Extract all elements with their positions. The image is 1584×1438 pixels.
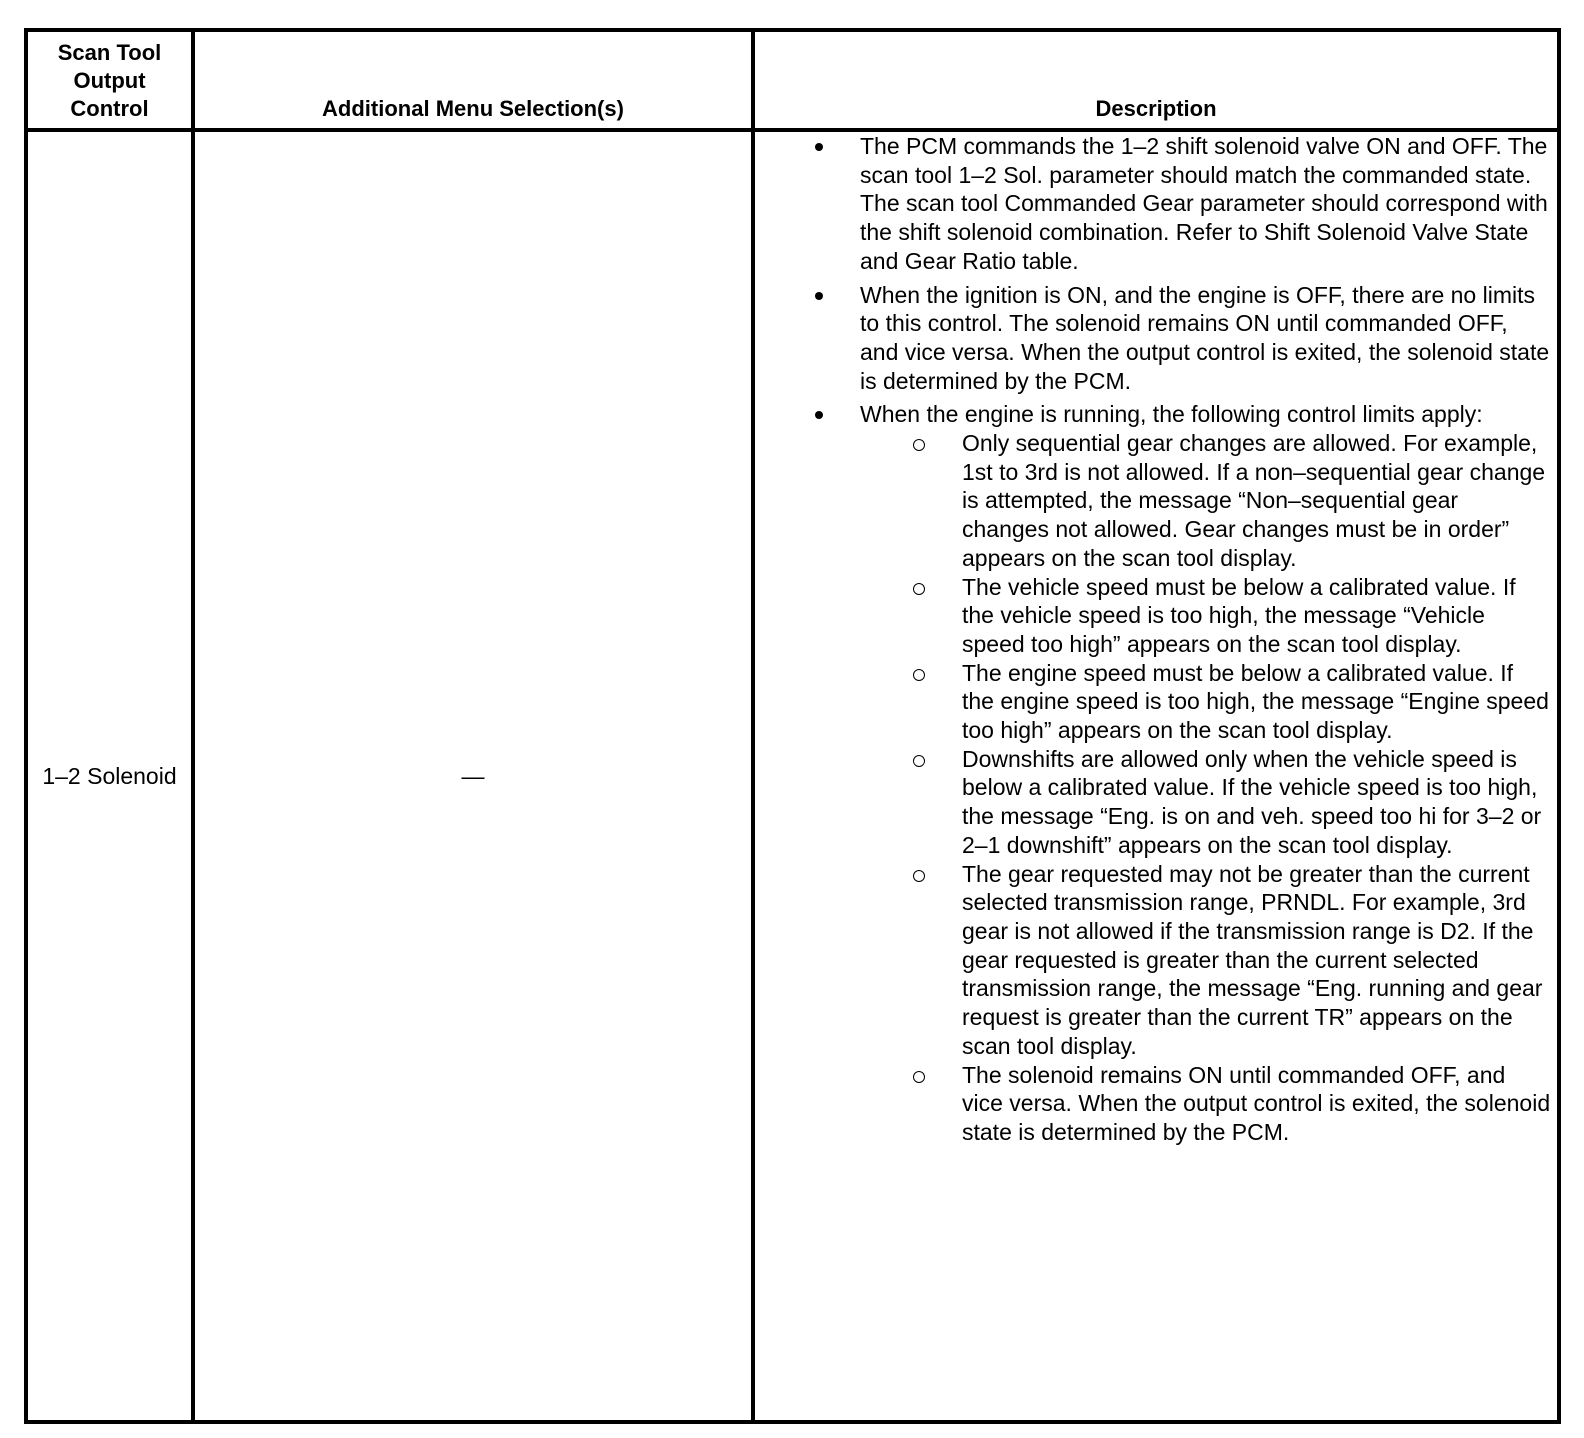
table-row (26, 130, 1559, 1422)
control-name: 1–2 Solenoid (42, 762, 177, 789)
hollow-circle-bullet-icon (913, 1071, 925, 1083)
bullet-dot-icon (815, 292, 823, 300)
menu-selection-value: — (461, 762, 485, 789)
control-name-cell (26, 130, 193, 1422)
sub-list-item (860, 745, 1551, 860)
header-description: Description (753, 30, 1559, 130)
sub-list-item (860, 860, 1551, 1061)
hollow-circle-bullet-icon (913, 870, 925, 882)
bullet-text: The PCM commands the 1–2 shift solenoid valve ON and OFF. The scan tool 1–2 Sol. parameter should match the commanded state. The scan tool Commanded Gear parameter should correspond with the shift solenoid combination. Refer to Shift Solenoid Valve State and Gear Ratio table. (860, 133, 1548, 274)
bullet-dot-icon (815, 411, 823, 419)
header-additional-menu-selections: Additional Menu Selection(s) (193, 30, 753, 130)
sub-bullet-text: Downshifts are allowed only when the vehicle speed is below a calibrated value. If the vehicle speed is too high, the message “Eng. is on and veh. speed too hi for 3–2 or 2–1 downshift” appears on the scan tool display. (962, 745, 1542, 858)
bullet-text: When the engine is running, the following control limits apply: (860, 401, 1483, 428)
sub-bullet-text: The gear requested may not be greater than the current selected transmission range, PRNDL. For example, 3rd gear is not allowed if the transmission range is D2. If the gear requested is greater than the current selected transmission range, the message “Eng. running and gear request is greater than the current TR” appears on the scan tool display. (962, 860, 1543, 1059)
sub-list-item (860, 429, 1551, 573)
list-item (755, 400, 1557, 1146)
description-cell (753, 130, 1559, 1422)
sub-bullet-text: The engine speed must be below a calibrated value. If the engine speed is too high, the message “Engine speed too high” appears on the scan tool display. (962, 659, 1549, 744)
menu-selection-cell (193, 130, 753, 1422)
bullet-text: When the ignition is ON, and the engine is OFF, there are no limits to this control. The solenoid remains ON until commanded OFF, and vice versa. When the output control is exited, the solenoid state is determined by the PCM. (860, 281, 1550, 394)
sub-list-item (860, 659, 1551, 745)
control-limits-sublist (860, 429, 1551, 1147)
header-scan-tool-output-control-label: Scan Tool Output Control (57, 40, 162, 121)
list-item (755, 281, 1557, 396)
sub-list-item (860, 573, 1551, 659)
output-control-table (24, 28, 1561, 1424)
hollow-circle-bullet-icon (913, 583, 925, 595)
hollow-circle-bullet-icon (913, 755, 925, 767)
hollow-circle-bullet-icon (913, 439, 925, 451)
bullet-dot-icon (815, 143, 823, 151)
description-bullet-list (755, 132, 1557, 1147)
header-scan-tool-output-control (26, 30, 193, 130)
sub-bullet-text: The vehicle speed must be below a calibrated value. If the vehicle speed is too high, the message “Vehicle speed too high” appears on the scan tool display. (962, 573, 1516, 657)
table-header-row (26, 30, 1559, 130)
sub-bullet-text: The solenoid remains ON until commanded OFF, and vice versa. When the output control is exited, the solenoid state is determined by the PCM. (962, 1061, 1551, 1145)
sub-list-item (860, 1061, 1551, 1147)
sub-bullet-text: Only sequential gear changes are allowed. For example, 1st to 3rd is not allowed. If a non–sequential gear change is attempted, the message “Non–sequential gear changes not allowed. Gear changes must be in order” appears on the scan tool display. (962, 430, 1546, 571)
list-item (755, 132, 1557, 276)
hollow-circle-bullet-icon (913, 669, 925, 681)
